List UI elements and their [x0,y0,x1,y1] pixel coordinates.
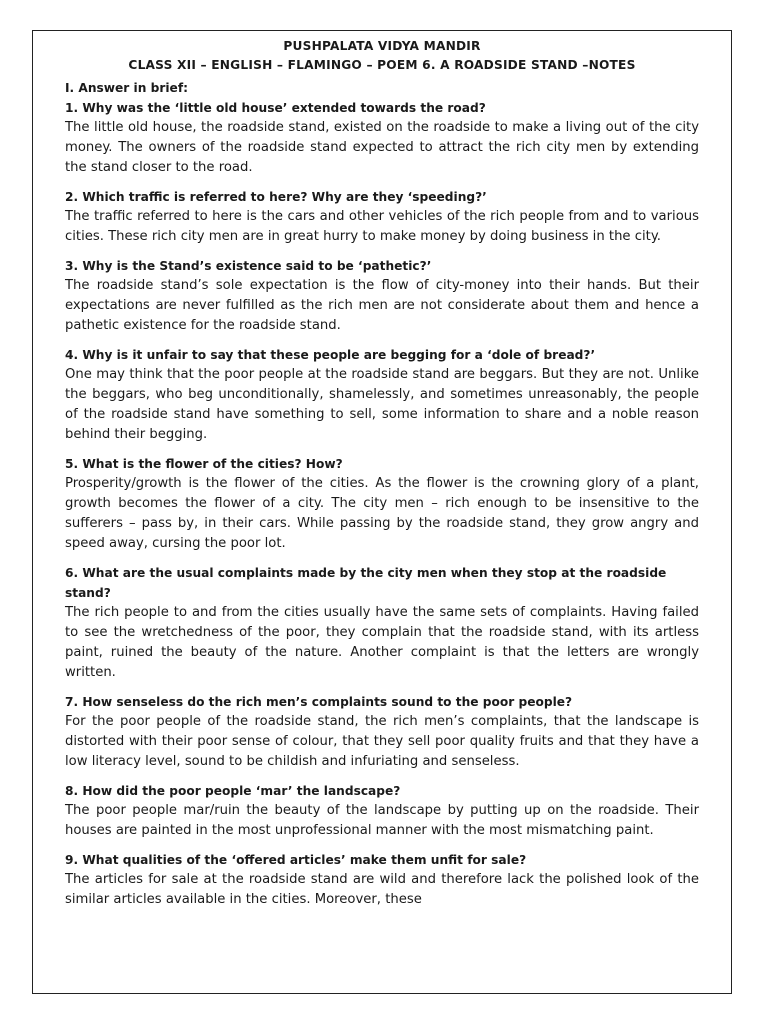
question-3: 3. Why is the Stand’s existence said to be ‘pathetic?’ [65,259,432,273]
question-7: 7. How senseless do the rich men’s complaints sound to the poor people? [65,695,573,709]
question-9: 9. What qualities of the ‘offered articles’ make them unfit for sale? [65,853,527,867]
qa-item-6 [65,563,699,683]
answer-5: Prosperity/growth is the flower of the cities. As the flower is the crowning glory of a plant, growth becomes the flower of a city. The city men – rich enough to be insensitive to the sufferers – pass by, in their cars. While passing by the roadside stand, they grow angry and speed away, cursing the poor lot. [65,476,699,551]
answer-8: The poor people mar/ruin the beauty of the landscape by putting up on the roadside. Their houses are painted in the most unprofessional manner with the most mismatching paint. [65,803,699,838]
question-5: 5. What is the flower of the cities? How? [65,457,343,471]
question-1: 1. Why was the ‘little old house’ extended towards the road? [65,101,486,115]
question-8: 8. How did the poor people ‘mar’ the landscape? [65,784,401,798]
question-6: 6. What are the usual complaints made by the city men when they stop at the roadside stand? [65,566,667,600]
question-2: 2. Which traffic is referred to here? Why are they ‘speeding?’ [65,190,487,204]
question-4: 4. Why is it unfair to say that these people are begging for a ‘dole of bread?’ [65,348,596,362]
answer-3: The roadside stand’s sole expectation is the flow of city-money into their hands. But their expectations are never fulfilled as the rich men are not considerate about them and hence a pathetic existence for the roadside stand. [65,278,699,333]
qa-item-3 [65,256,699,336]
section-title: I. Answer in brief: [65,81,188,95]
qa-item-5 [65,454,699,554]
qa-item-9 [65,850,699,910]
school-name: PUSHPALATA VIDYA MANDIR [283,39,481,53]
answer-7: For the poor people of the roadside stand, the rich men’s complaints, that the landscape is distorted with their poor sense of colour, that they sell poor quality fruits and that they have a low literacy level, sound to be childish and infuriating and senseless. [65,714,699,769]
answer-1: The little old house, the roadside stand, existed on the roadside to make a living out of the city money. The owners of the roadside stand expected to attract the rich city men by extending the stand closer to the road. [65,120,699,175]
answer-4: One may think that the poor people at the roadside stand are beggars. But they are not. Unlike the beggars, who beg unconditionally, shamelessly, and sometimes unreasonably, the people of the roadside stand have something to sell, some information to share and a noble reason behind their begging. [65,367,699,442]
notes-page [32,30,732,994]
answer-9: The articles for sale at the roadside stand are wild and therefore lack the polished look of the similar articles available in the cities. Moreover, these [65,872,699,907]
qa-item-8 [65,781,699,841]
qa-item-1 [65,98,699,178]
answer-6: The rich people to and from the cities usually have the same sets of complaints. Having failed to see the wretchedness of the poor, they complain that the roadside stand, with its artless paint, ruined the beauty of the nature. Another complaint is that the letters are wrongly written. [65,605,699,680]
qa-item-4 [65,345,699,445]
answer-2: The traffic referred to here is the cars and other vehicles of the rich people from and to various cities. These rich city men are in great hurry to make money by doing business in the city. [65,209,699,244]
qa-item-7 [65,692,699,772]
document-subtitle: CLASS XII – ENGLISH – FLAMINGO – POEM 6. A ROADSIDE STAND –NOTES [128,58,636,72]
qa-item-2 [65,187,699,247]
